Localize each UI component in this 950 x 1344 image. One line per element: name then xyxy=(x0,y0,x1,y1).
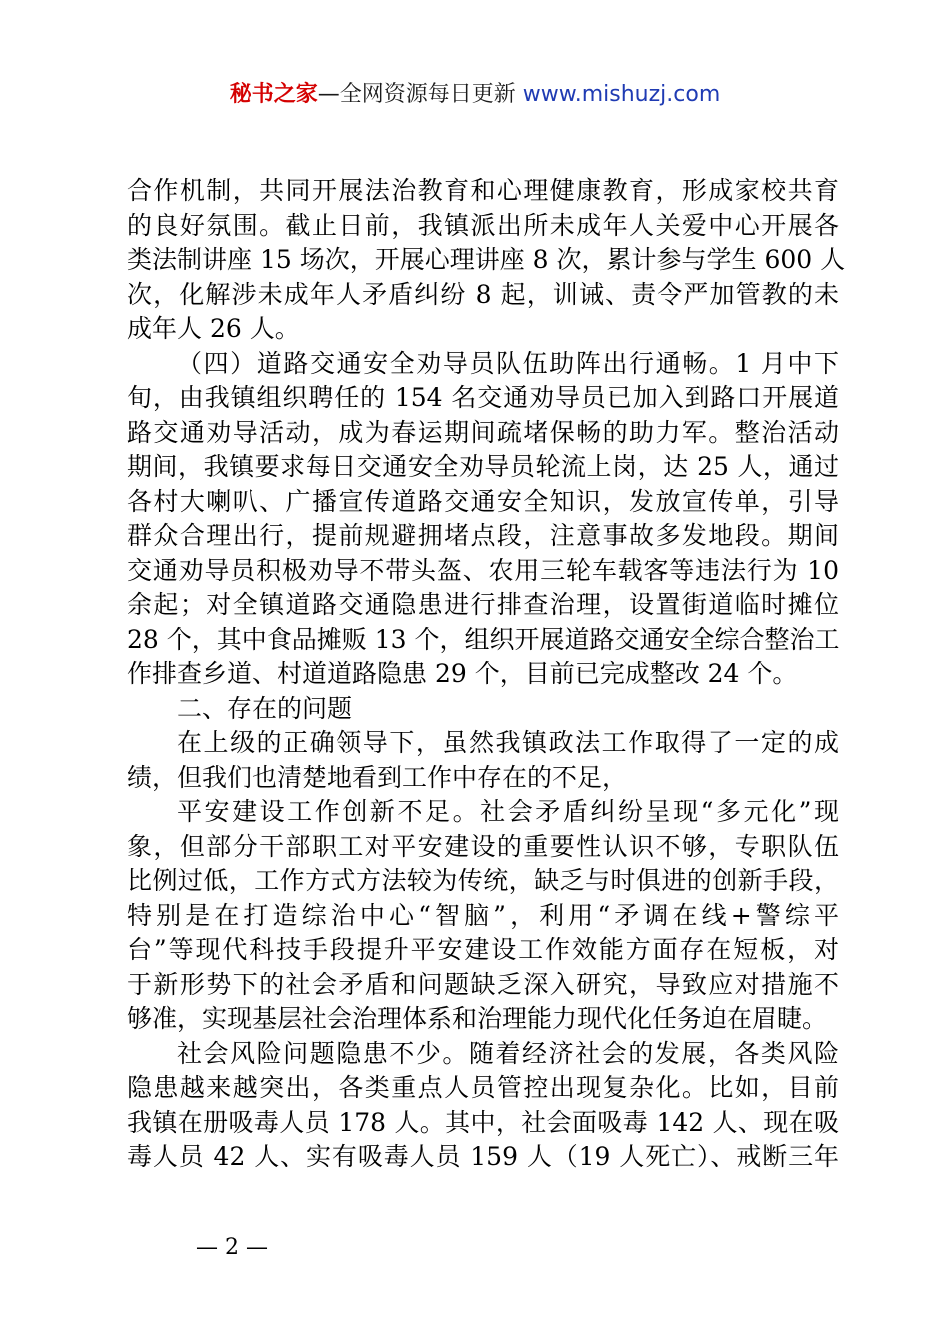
text-line: 期间，我镇要求每日交通安全劝导员轮流上岗，达 25 人，通过 xyxy=(127,452,839,481)
text-line: 比例过低，工作方式方法较为传统，缺乏与时俱进的创新手段， xyxy=(127,866,839,895)
paragraph-start-line: 在上级的正确领导下，虽然我镇政法工作取得了一定的成 xyxy=(177,728,839,757)
text-line: 成年人 26 人。 xyxy=(127,314,300,343)
text-line: 隐患越来越突出，各类重点人员管控出现复杂化。比如，目前 xyxy=(127,1073,839,1102)
text-line: 够准，实现基层社会治理体系和治理能力现代化任务迫在眉睫。 xyxy=(127,1004,828,1033)
header-slogan: —全网资源每日更新 xyxy=(317,82,516,107)
document-body xyxy=(127,174,846,1175)
text-line: 特别是在打造综治中心“智脑”，利用“矛调在线+警综平 xyxy=(127,900,839,930)
header-url-link[interactable]: www.mishuzj.com xyxy=(522,82,721,107)
header-brand: 秘书之家 xyxy=(229,82,318,107)
text-line: 象，但部分干部职工对平安建设的重要性认识不够，专职队伍 xyxy=(127,831,839,861)
text-line: 合作机制，共同开展法治教育和心理健康教育，形成家校共育 xyxy=(127,176,839,205)
text-line: 我镇在册吸毒人员 178 人。其中，社会面吸毒 142 人、现在吸 xyxy=(127,1107,839,1137)
section-heading-line: （四）道路交通安全劝导员队伍助阵出行通畅。1 月中下 xyxy=(177,348,839,378)
paragraph-start-line: 平安建设工作创新不足。社会矛盾纠纷呈现“多元化”现 xyxy=(177,797,839,826)
text-line: 路交通劝导活动，成为春运期间疏堵保畅的助力军。整治活动 xyxy=(127,417,839,447)
text-line: 旬，由我镇组织聘任的 154 名交通劝导员已加入到路口开展道 xyxy=(127,383,839,412)
text-line: 交通劝导员积极劝导不带头盔、农用三轮车载客等违法行为 10 xyxy=(127,555,839,585)
paragraph-start-line: 社会风险问题隐患不少。随着经济社会的发展，各类风险 xyxy=(177,1038,839,1068)
text-line: 绩，但我们也清楚地看到工作中存在的不足， xyxy=(127,762,628,792)
text-line: 类法制讲座 15 场次，开展心理讲座 8 次，累计参与学生 600 人 xyxy=(127,245,846,274)
text-line: 毒人员 42 人、实有吸毒人员 159 人（19 人死亡）、戒断三年 xyxy=(127,1142,839,1171)
text-line: 作排查乡道、村道道路隐患 29 个，目前已完成整改 24 个。 xyxy=(127,659,798,688)
page-number: — 2 — xyxy=(196,1235,268,1260)
text-line: 余起；对全镇道路交通隐患进行排查治理，设置街道临时摊位 xyxy=(127,590,839,619)
text-line: 各村大喇叭、广播宣传道路交通安全知识，发放宣传单，引导 xyxy=(127,486,839,516)
text-line: 台”等现代科技手段提升平安建设工作效能方面存在短板，对 xyxy=(127,935,839,964)
text-line: 于新形势下的社会矛盾和问题缺乏深入研究，导致应对措施不 xyxy=(127,969,839,999)
text-line: 28 个，其中食品摊贩 13 个，组织开展道路交通安全综合整治工 xyxy=(127,624,840,654)
text-line: 次，化解涉未成年人矛盾纠纷 8 起，训诫、责令严加管教的未 xyxy=(127,279,839,309)
text-line: 的良好氛围。截止日前，我镇派出所未成年人关爱中心开展各 xyxy=(127,210,839,240)
text-line: 群众合理出行，提前规避拥堵点段，注意事故多发地段。期间 xyxy=(127,521,839,550)
site-header xyxy=(0,80,950,110)
section-heading: 二、存在的问题 xyxy=(177,693,353,723)
